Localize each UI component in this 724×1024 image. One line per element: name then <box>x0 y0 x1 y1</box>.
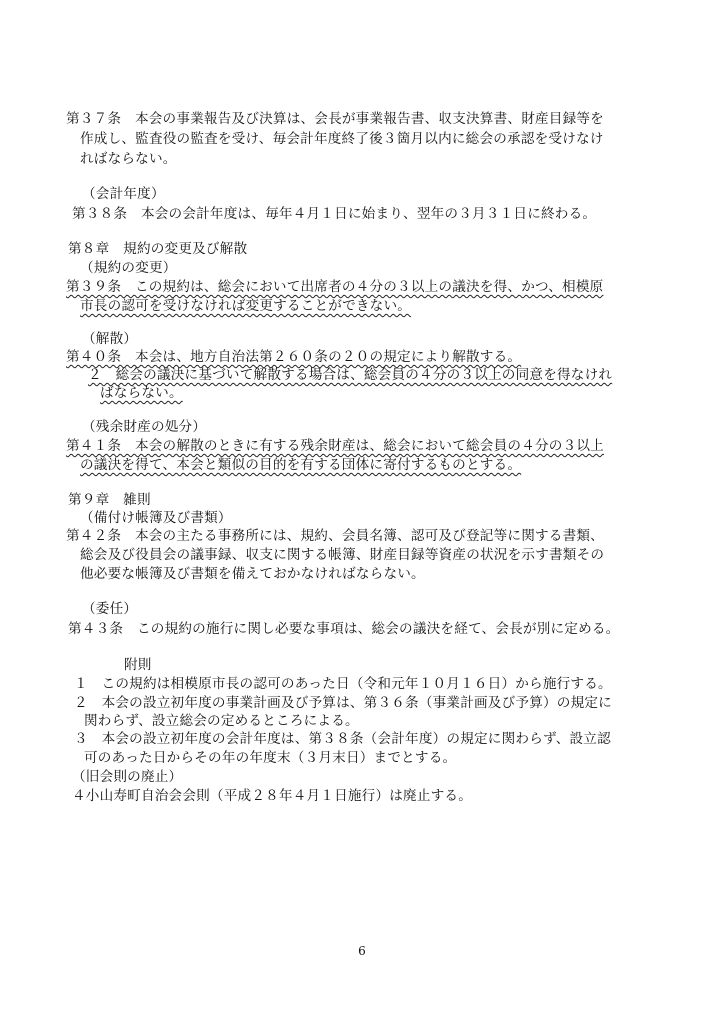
supplementary-heading: 附則 <box>124 657 152 673</box>
article-38-line-1: 第３８条 本会の会計年度は、毎年４月１日に始まり、翌年の３月３１日に終わる。 <box>72 206 597 222</box>
supplementary-item-2-line-1: ２ 本会の設立初年度の事業計画及び予算は、第３６条（事業計画及び予算）の規定に <box>74 695 612 711</box>
article-41-heading: （残余財産の処分） <box>82 419 207 435</box>
article-43-line-1: 第４３条 この規約の施行に関し必要な事項は、総会の議決を経て、会長が別に定める。 <box>68 621 620 637</box>
article-42-heading: （備付け帳簿及び書類） <box>80 510 232 526</box>
article-40-heading: （解散） <box>82 331 138 347</box>
article-40-line-2: ２ 総会の議決に基づいて解散する場合は、総会員の４分の３以上の同意を得なけれ <box>88 367 613 383</box>
repeal-heading: （旧会則の廃止） <box>72 769 183 785</box>
article-39-line-1: 第３９条 この規約は、総会において出席者の４分の３以上の議決を得、かつ、相模原 <box>66 279 604 295</box>
article-42-line-3: 他必要な帳簿及び書類を備えておかなければならない。 <box>80 566 425 582</box>
article-38-heading: （会計年度） <box>82 186 165 202</box>
repeal-text: ４小山寿町自治会会則（平成２８年４月１日施行）は廃止する。 <box>72 788 473 804</box>
supplementary-item-1: １ この規約は相模原市長の認可のあった日（令和元年１０月１６日）から施行する。 <box>74 676 612 692</box>
article-43-heading: （委任） <box>82 601 138 617</box>
supplementary-item-3-line-2: 可のあった日からその年の年度末（３月末日）までとする。 <box>84 750 457 766</box>
article-42-line-1: 第４２条 本会の主たる事務所には、規約、会員名簿、認可及び登記等に関する書類、 <box>66 528 604 544</box>
page-number: 6 <box>358 944 366 958</box>
article-37-line-2: 作成し、監査役の監査を受け、毎会計年度終了後３箇月以内に総会の承認を受けなけ <box>80 131 604 147</box>
supplementary-item-3-line-1: ３ 本会の設立初年度の会計年度は、第３８条（会計年度）の規定に関わらず、設立認 <box>74 731 611 747</box>
article-42-line-2: 総会及び役員会の議事録、収支に関する帳簿、財産目録等資産の状況を示す書類その <box>80 547 605 563</box>
chapter-8-title: 第８章 規約の変更及び解散 <box>68 241 248 257</box>
chapter-9-title: 第９章 雑則 <box>68 492 151 508</box>
article-39-heading: （規約の変更） <box>80 260 177 276</box>
article-40-line-3: ばならない。 <box>100 385 183 401</box>
article-39-line-2: 市長の認可を受けなければ変更することができない。 <box>80 298 412 314</box>
supplementary-item-2-line-2: 関わらず、設立総会の定めるところによる。 <box>84 713 359 729</box>
article-37-line-3: ればならない。 <box>80 151 177 167</box>
article-40-line-1: 第４０条 本会は、地方自治法第２６０条の２０の規定により解散する。 <box>66 349 522 365</box>
article-41-line-1: 第４１条 本会の解散のときに有する残余財産は、総会において総会員の４分の３以上 <box>66 438 604 454</box>
article-41-line-2: の議決を得て、本会と類似の目的を有する団体に寄付するものとする。 <box>80 457 522 473</box>
article-37-line-1: 第３７条 本会の事業報告及び決算は、会長が事業報告書、収支決算書、財産目録等を <box>66 111 604 127</box>
